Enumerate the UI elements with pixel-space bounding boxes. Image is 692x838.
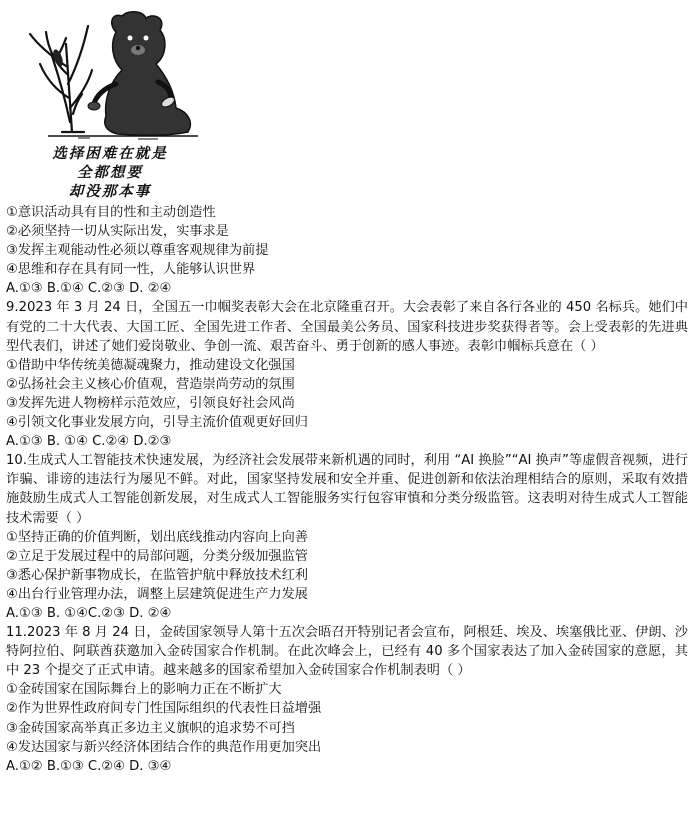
question-stem: 9.2023 年 3 月 24 日，全国五一巾帼奖表彰大会在北京隆重召开。大会表彰了来自各行各业的 450 名标兵。她们中有党的二十大代表、大国工匠、全国先进工作者、全国最美公务员、国家科技进步奖获得者等。会上受表彰的先进典型代表们，讲述了她们爱岗敬业、争创一流、艰苦奋斗、勇于创新的感人事迹。表彰巾帼标兵意在（ ） [6, 300, 688, 354]
option-item: ④出台行业管理办法，调整上层建筑促进生产力发展 [6, 586, 308, 602]
option-item: ①金砖国家在国际舞台上的影响力正在不断扩大 [6, 682, 282, 698]
answer-choices: A.①③ B.①④ C.②③ D. ②④ [6, 281, 172, 297]
question-11 [6, 623, 688, 776]
answer-choices: A.①③ B. ①④ C.②④ D.②③ [6, 434, 172, 450]
option-item: ④思维和存在具有同一性，人能够认识世界 [6, 262, 256, 278]
option-item: ③悉心保护新事物成长，在监管护航中释放技术红利 [6, 567, 308, 583]
bear-icon [88, 12, 190, 136]
option-item: ①坚持正确的价值判断，划出底线推动内容向上向善 [6, 529, 308, 545]
cartoon-caption-line-3: 却没那本事 [68, 183, 152, 200]
corn-plant-icon [30, 26, 92, 132]
question-10 [6, 451, 688, 623]
option-item: ①意识活动具有目的性和主动创造性 [6, 205, 216, 220]
option-item: ②弘扬社会主义核心价值观，营造崇尚劳动的氛围 [6, 376, 295, 392]
option-item: ②作为世界性政府间专门性国际组织的代表性日益增强 [6, 701, 322, 717]
answer-choices: A.①③ B. ①④C.②③ D. ②④ [6, 605, 172, 621]
cartoon-caption-line-1: 选择困难在就是 [52, 145, 168, 162]
option-item: ②必须坚持一切从实际出发，实事求是 [6, 224, 229, 240]
option-item: ①借助中华传统美德凝魂聚力，推动建设文化强国 [6, 357, 295, 373]
option-item: ②立足于发展过程中的局部问题，分类分级加强监管 [6, 548, 308, 564]
question-8-options [6, 203, 688, 298]
option-item: ③发挥主观能动性必须以尊重客观规律为前提 [6, 243, 269, 259]
option-item: ④引领文化事业发展方向，引导主流价值观更好回归 [6, 415, 308, 431]
cartoon-caption-line-2: 全都想要 [77, 164, 143, 181]
question-text [6, 203, 688, 776]
option-item: ③发挥先进人物榜样示范效应，引领良好社会风尚 [6, 395, 295, 411]
question-stem: 10.生成式人工智能技术快速发展，为经济社会发展带来新机遇的同时，利用 “AI 换脸”“AI 换声”等虚假音视频，进行诈骗、诽谤的违法行为屡见不鲜。对此，国家坚持发展和安全并重、促进创新和依法治理相结合的原则，采取有效措施鼓励生成式人工智能创新发展，对生成式人工智能服务实行包容审慎和分类分级监管。这表明对待生成式人工智能技术需要（ ） [6, 453, 688, 526]
option-item: ④发达国家与新兴经济体团结合作的典范作用更加突出 [6, 739, 322, 755]
answer-choices: A.①② B.①③ C.②④ D. ③④ [6, 758, 172, 774]
option-item: ③金砖国家高举真正多边主义旗帜的追求势不可挡 [6, 720, 295, 736]
question-9 [6, 298, 688, 451]
question-stem: 11.2023 年 8 月 24 日，金砖国家领导人第十五次会晤召开特别记者会宣布，阿根廷、埃及、埃塞俄比亚、伊朗、沙特阿拉伯、阿联酋获邀加入金砖国家合作机制。在此次峰会上，已经有 40 多个国家表达了加入金砖国家的意愿，其中 23 个提交了正式申请。越来越多的国家希望加入金砖国家合作机制表明（ ） [6, 625, 688, 679]
